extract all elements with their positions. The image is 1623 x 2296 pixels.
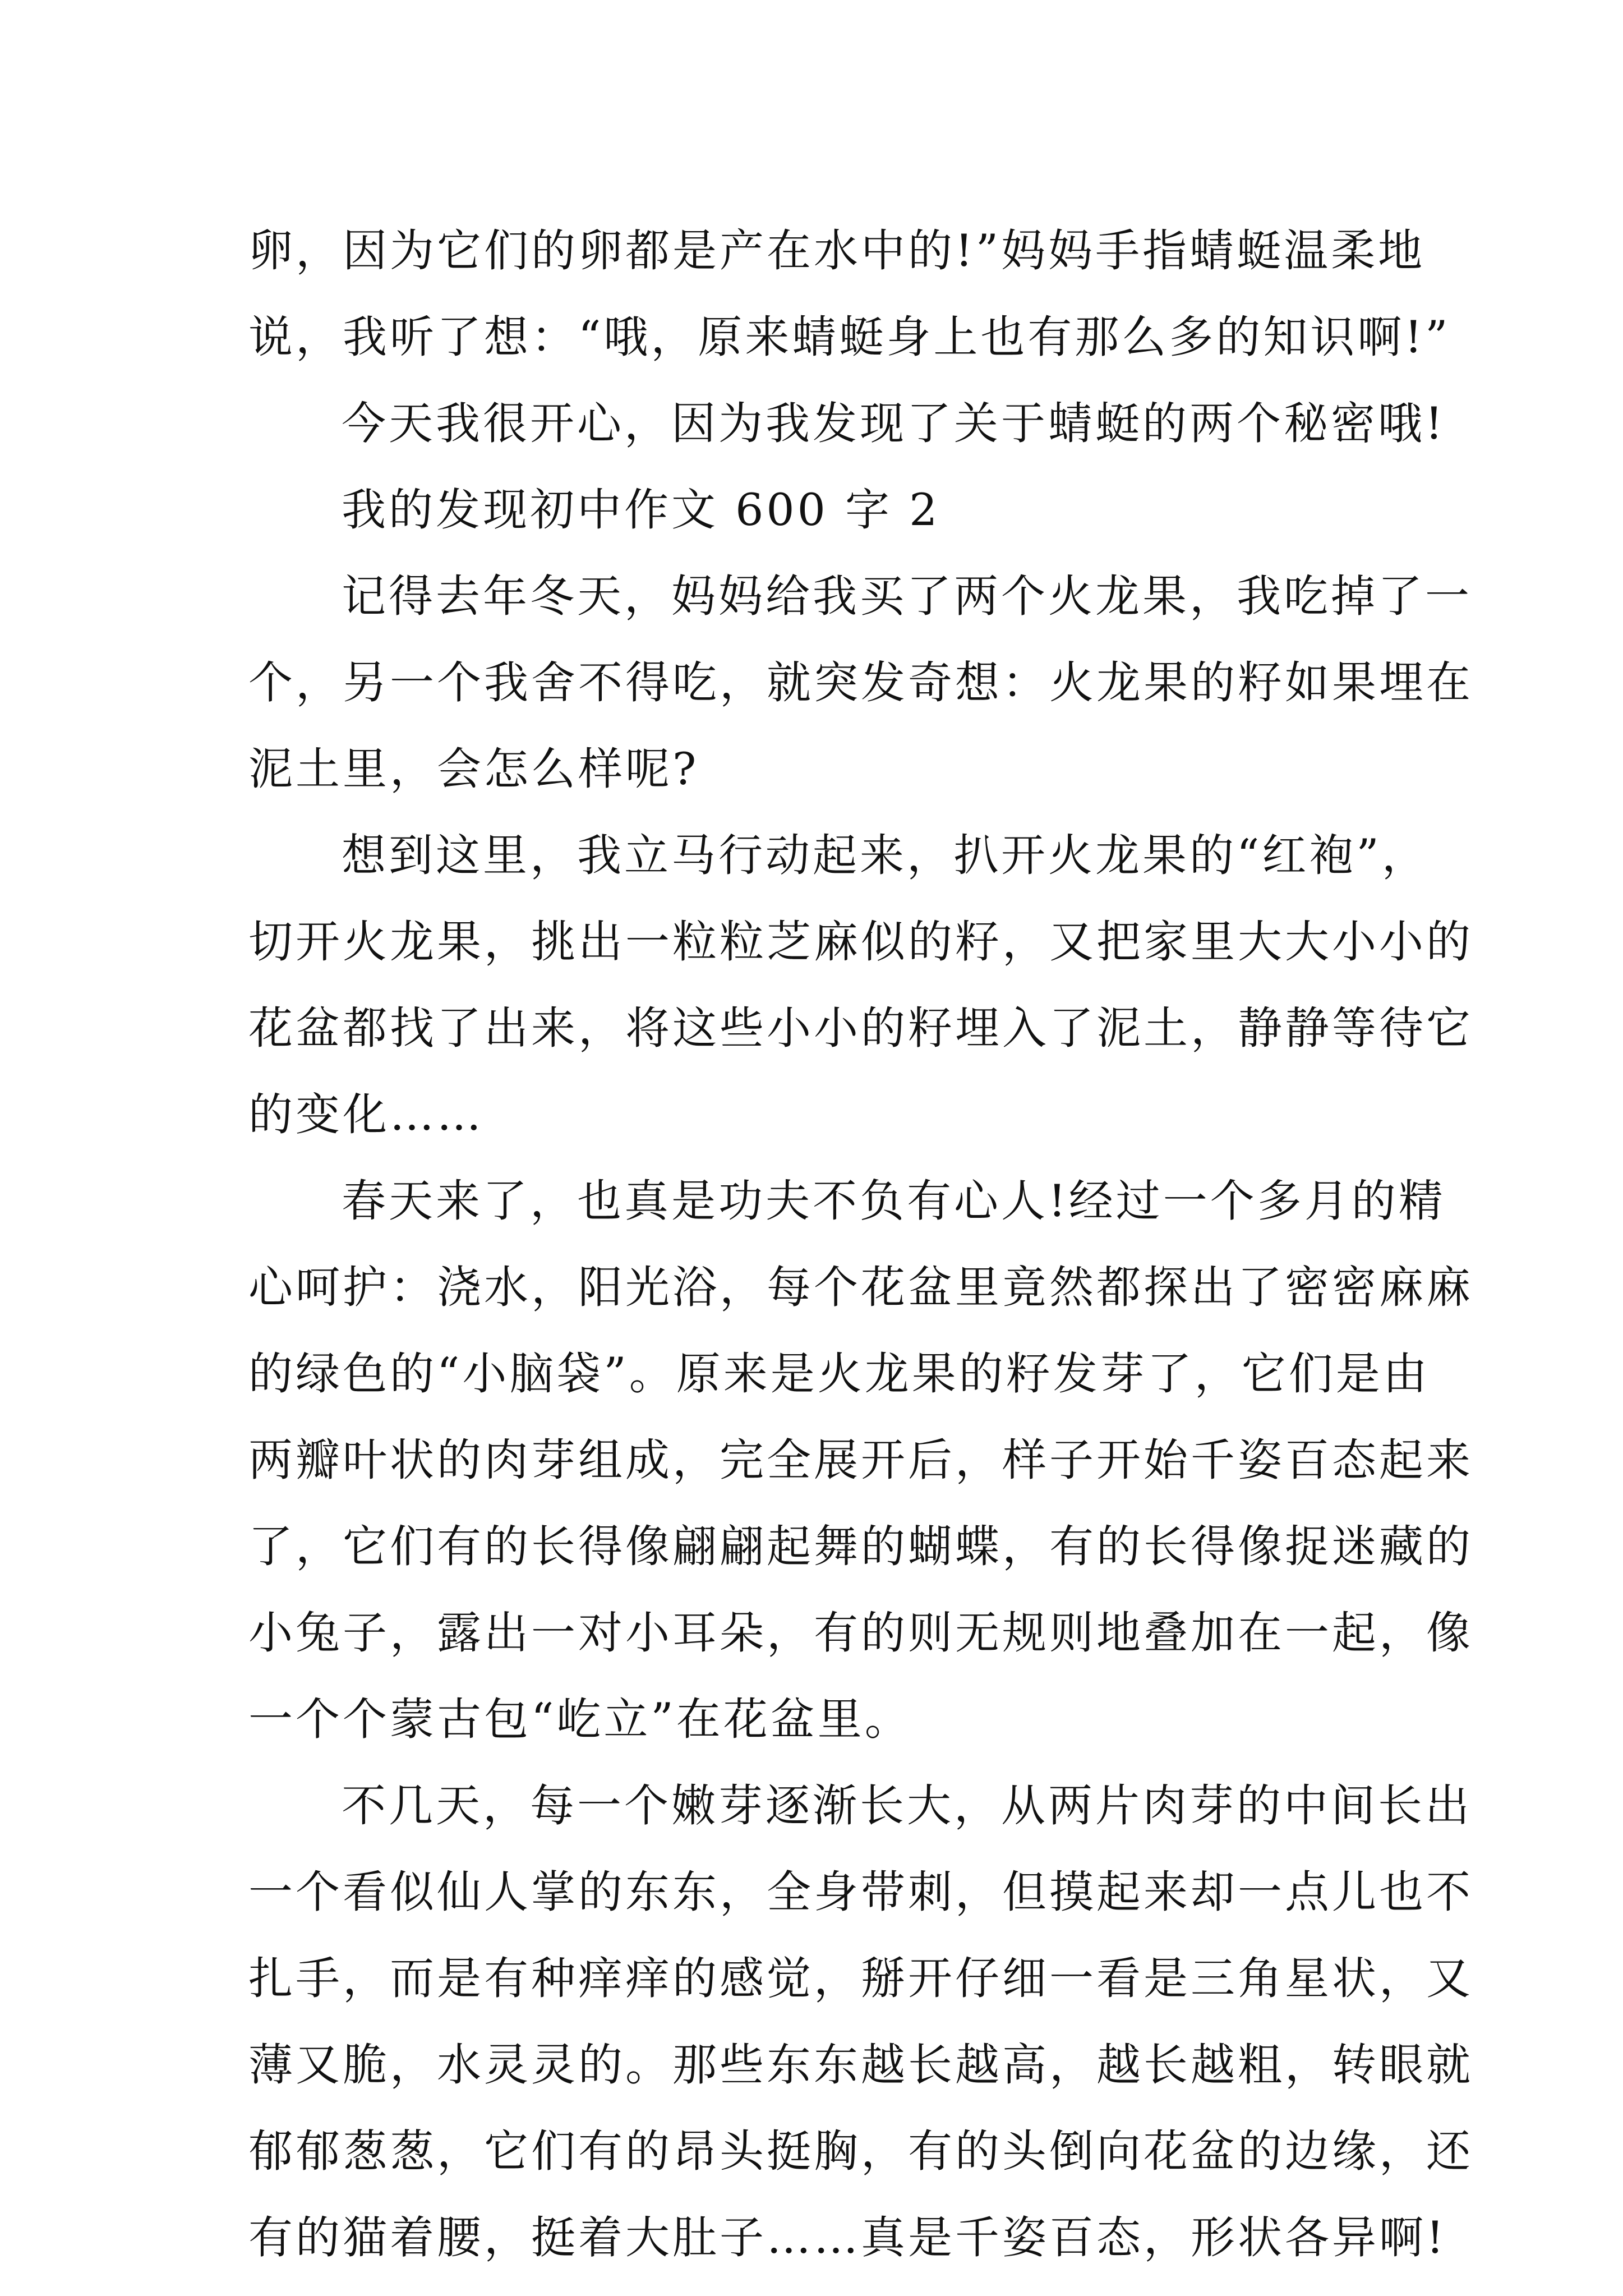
text-line: 扎手，而是有种痒痒的感觉，掰开仔细一看是三角星状，又 xyxy=(248,1953,1473,2004)
text-line: 的变化…… xyxy=(248,1089,484,1140)
text-line: 记得去年冬天，妈妈给我买了两个火龙果，我吃掉了一 xyxy=(342,570,1472,622)
section-heading: 我的发现初中作文 600 字 2 xyxy=(342,484,940,536)
article-body xyxy=(248,208,1473,2281)
text-line: 不几天，每一个嫩芽逐渐长大，从两片肉芽的中间长出 xyxy=(342,1780,1472,1832)
text-line: 说，我听了想：“哦，原来蜻蜓身上也有那么多的知识啊!” xyxy=(248,311,1451,363)
text-line: 小兔子，露出一对小耳朵，有的则无规则地叠加在一起，像 xyxy=(248,1607,1473,1659)
text-line: 薄又脆，水灵灵的。那些东东越长越高，越长越粗，转眼就 xyxy=(248,2039,1473,2091)
text-line: 两瓣叶状的肉芽组成，完全展开后，样子开始千姿百态起来 xyxy=(248,1434,1473,1486)
text-line: 泥土里，会怎么样呢? xyxy=(248,743,699,795)
text-line: 个，另一个我舍不得吃，就突发奇想：火龙果的籽如果埋在 xyxy=(248,657,1473,708)
text-line: 一个个蒙古包“屹立”在花盆里。 xyxy=(248,1694,912,1745)
text-line: 卵，因为它们的卵都是产在水中的!”妈妈手指蜻蜓温柔地 xyxy=(248,225,1426,277)
text-line: 切开火龙果，挑出一粒粒芝麻似的籽，又把家里大大小小的 xyxy=(248,916,1473,968)
text-line: 花盆都找了出来，将这些小小的籽埋入了泥土，静静等待它 xyxy=(248,1002,1473,1054)
text-line: 心呵护：浇水，阳光浴，每个花盆里竟然都探出了密密麻麻 xyxy=(248,1262,1473,1313)
text-line: 了，它们有的长得像翩翩起舞的蝴蝶，有的长得像捉迷藏的 xyxy=(248,1521,1473,1572)
text-line: 有的猫着腰，挺着大肚子……真是千姿百态，形状各异啊! xyxy=(248,2212,1447,2263)
text-line: 郁郁葱葱，它们有的昂头挺胸，有的头倒向花盆的边缘，还 xyxy=(248,2125,1473,2177)
text-line: 想到这里，我立马行动起来，扒开火龙果的“红袍”， xyxy=(342,830,1429,881)
text-line: 的绿色的“小脑袋”。原来是火龙果的籽发芽了，它们是由 xyxy=(248,1348,1430,1400)
text-line: 春天来了，也真是功夫不负有心人!经过一个多月的精 xyxy=(342,1175,1446,1227)
text-line: 一个看似仙人掌的东东，全身带刺，但摸起来却一点儿也不 xyxy=(248,1866,1473,1918)
text-line: 今天我很开心，因为我发现了关于蜻蜓的两个秘密哦! xyxy=(342,398,1446,449)
